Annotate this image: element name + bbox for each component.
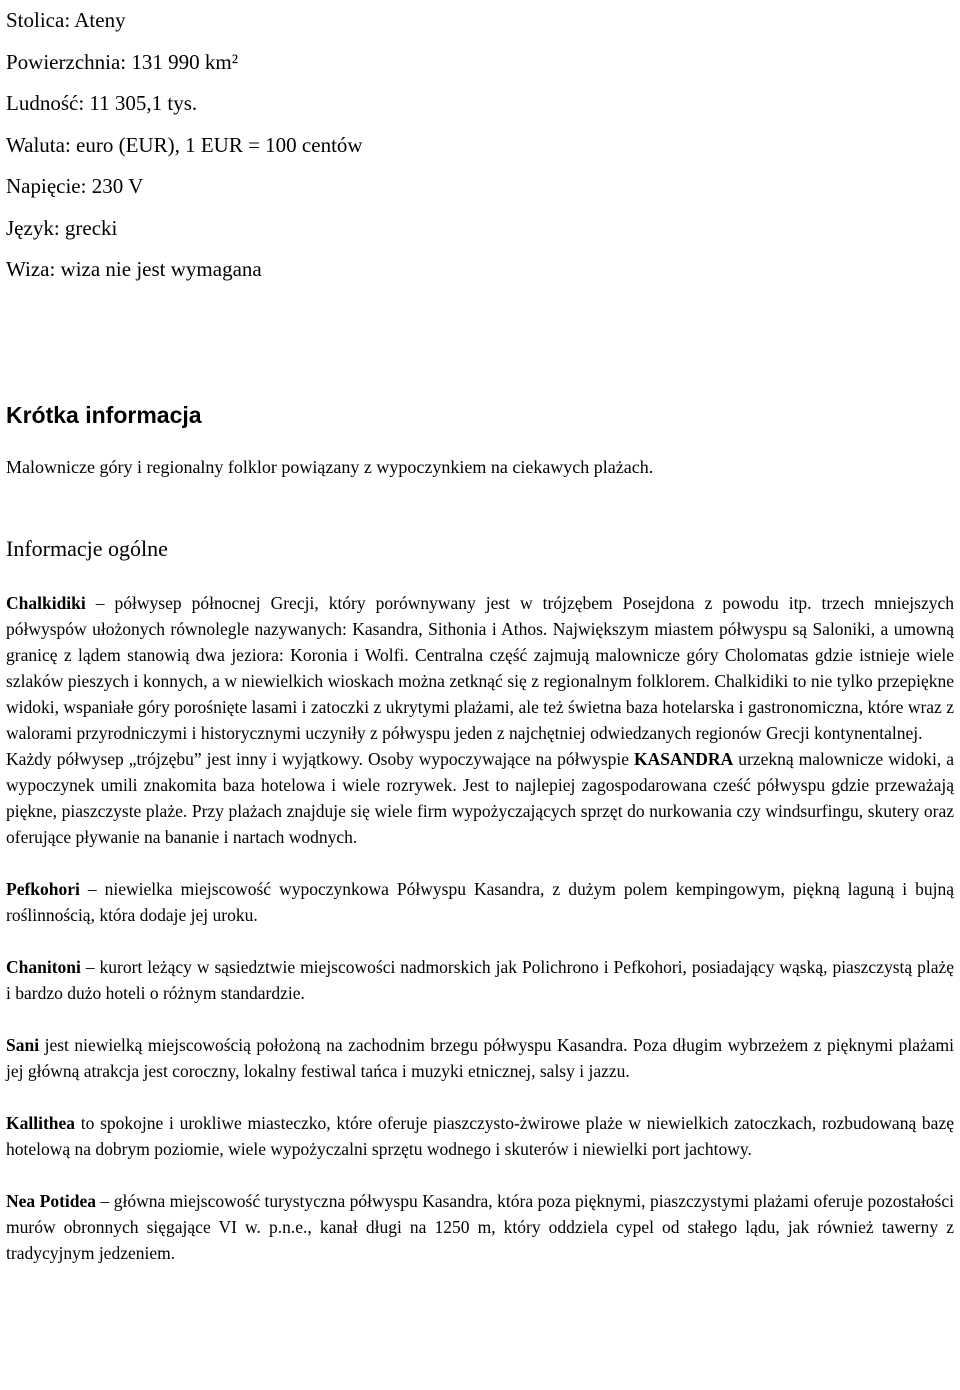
fact-voltage: Napięcie: 230 V — [6, 174, 144, 198]
term-nea-potidea: Nea Potidea — [6, 1191, 97, 1211]
paragraph-nea-potidea-text: – główna miejscowość turystyczna półwyspu Kasandra, która poza pięknymi, piaszczystymi plażami oferuje pozostałości murów obronnych sięgające VI w. p.n.e., kanał długi na 1250 m, który oddziela cypel od stałego lądu, jak również tawerny z tradycyjnym jedzeniem. — [6, 1191, 954, 1263]
paragraph-kasandra-text: urzekną malownicze widoki, a wypoczynek umili znakomita baza hotelowa i wiele rozrywek. Jest to najlepiej zagospodarowana cześć półwyspu gdzie przeważają piękne, piaszczyste plaże. Przy plażach znajduje się wiele firm wypożyczających sprzęt do nurkowania czy windsurfingu, skutery oraz oferujące pływanie na bananie i nartach wodnych. — [6, 749, 954, 847]
fact-area: Powierzchnia: 131 990 km² — [6, 49, 239, 74]
fact-capital: Stolica: Ateny — [6, 8, 126, 32]
paragraph-sani-text: jest niewielką miejscowością położoną na zachodnim brzegu półwyspu Kasandra. Poza długim wybrzeżem z pięknymi plażami jej główną atrakcja jest coroczny, lokalny festiwal tańca i muzyki etnicznej, salsy i jazzu. — [6, 1035, 954, 1081]
term-pefkohori: Pefkohori — [6, 879, 80, 899]
paragraph-kasandra-lead: Każdy półwysep „trójzębu” jest inny i wyjątkowy. Osoby wypoczywające na półwyspie — [6, 749, 635, 769]
fact-language: Język: grecki — [6, 215, 118, 240]
paragraph-kallithea — [6, 1110, 954, 1162]
paragraph-chanitoni-text: – kurort leżący w sąsiedztwie miejscowości nadmorskich jak Polichrono i Pefkohori, posiadający wąską, piaszczystą plażę i bardzo dużo hoteli o różnym standardzie. — [6, 957, 954, 1003]
term-chalkidiki: Chalkidiki — [6, 593, 86, 613]
short-info-heading: Krótka informacja — [6, 402, 202, 428]
term-sani: Sani — [6, 1035, 40, 1055]
general-info-body — [6, 590, 954, 1266]
fact-currency: Waluta: euro (EUR), 1 EUR = 100 centów — [6, 132, 363, 157]
fact-population: Ludność: 11 305,1 tys. — [6, 91, 198, 115]
paragraph-kasandra — [6, 746, 954, 850]
document-page — [6, 0, 954, 1263]
term-kallithea: Kallithea — [6, 1113, 76, 1133]
paragraph-kallithea-text: to spokojne i urokliwe miasteczko, które oferuje piaszczysto-żwirowe plaże w niewielkich zatoczkach, rozbudowaną bazę hotelową na dobrym poziomie, wiele wypożyczalni sprzętu wodnego i skuterów i niewielki port jachtowy. — [6, 1113, 954, 1159]
paragraph-chanitoni — [6, 954, 954, 1006]
paragraph-chalkidiki-text: – półwysep północnej Grecji, który porównywany jest w trójzębem Posejdona z powodu itp. trzech mniejszych półwyspów ułożonych równolegle nazywanych: Kasandra, Sithonia i Athos. Największym miastem półwyspu są Saloniki, a umowną granicę z lądem stanowią dwa jeziora: Koronia i Wolfi. Centralna część zajmują malownicze góry Cholomatas gdzie istnieje wiele szlaków pieszych i konnych, a w niewielkich wioskach można zetknąć się z regionalnym folklorem. Chalkidiki to nie tylko przepiękne widoki, wspaniałe góry porośnięte lasami i zatoczki z ukrytymi plażami, ale też świetna baza hotelarska i gastronomiczna, które wraz z walorami przyrodniczymi i historycznymi uczyniły z półwyspu jeden z najchętniej odwiedzanych regionów Grecji kontynentalnej. — [6, 593, 954, 743]
term-kasandra: KASANDRA — [634, 749, 734, 769]
paragraph-nea-potidea — [6, 1188, 954, 1266]
short-info-text: Malownicze góry i regionalny folklor powiązany z wypoczynkiem na ciekawych plażach. — [6, 457, 654, 477]
paragraph-sani — [6, 1032, 954, 1084]
paragraph-chalkidiki — [6, 590, 954, 746]
term-chanitoni: Chanitoni — [6, 957, 81, 977]
general-info-heading: Informacje ogólne — [6, 536, 168, 561]
country-facts-list — [6, 0, 954, 291]
fact-visa: Wiza: wiza nie jest wymagana — [6, 257, 262, 281]
paragraph-pefkohori-text: – niewielka miejscowość wypoczynkowa Półwyspu Kasandra, z dużym polem kempingowym, piękną laguną i bujną roślinnością, która dodaje jej uroku. — [6, 879, 954, 925]
paragraph-pefkohori — [6, 876, 954, 928]
